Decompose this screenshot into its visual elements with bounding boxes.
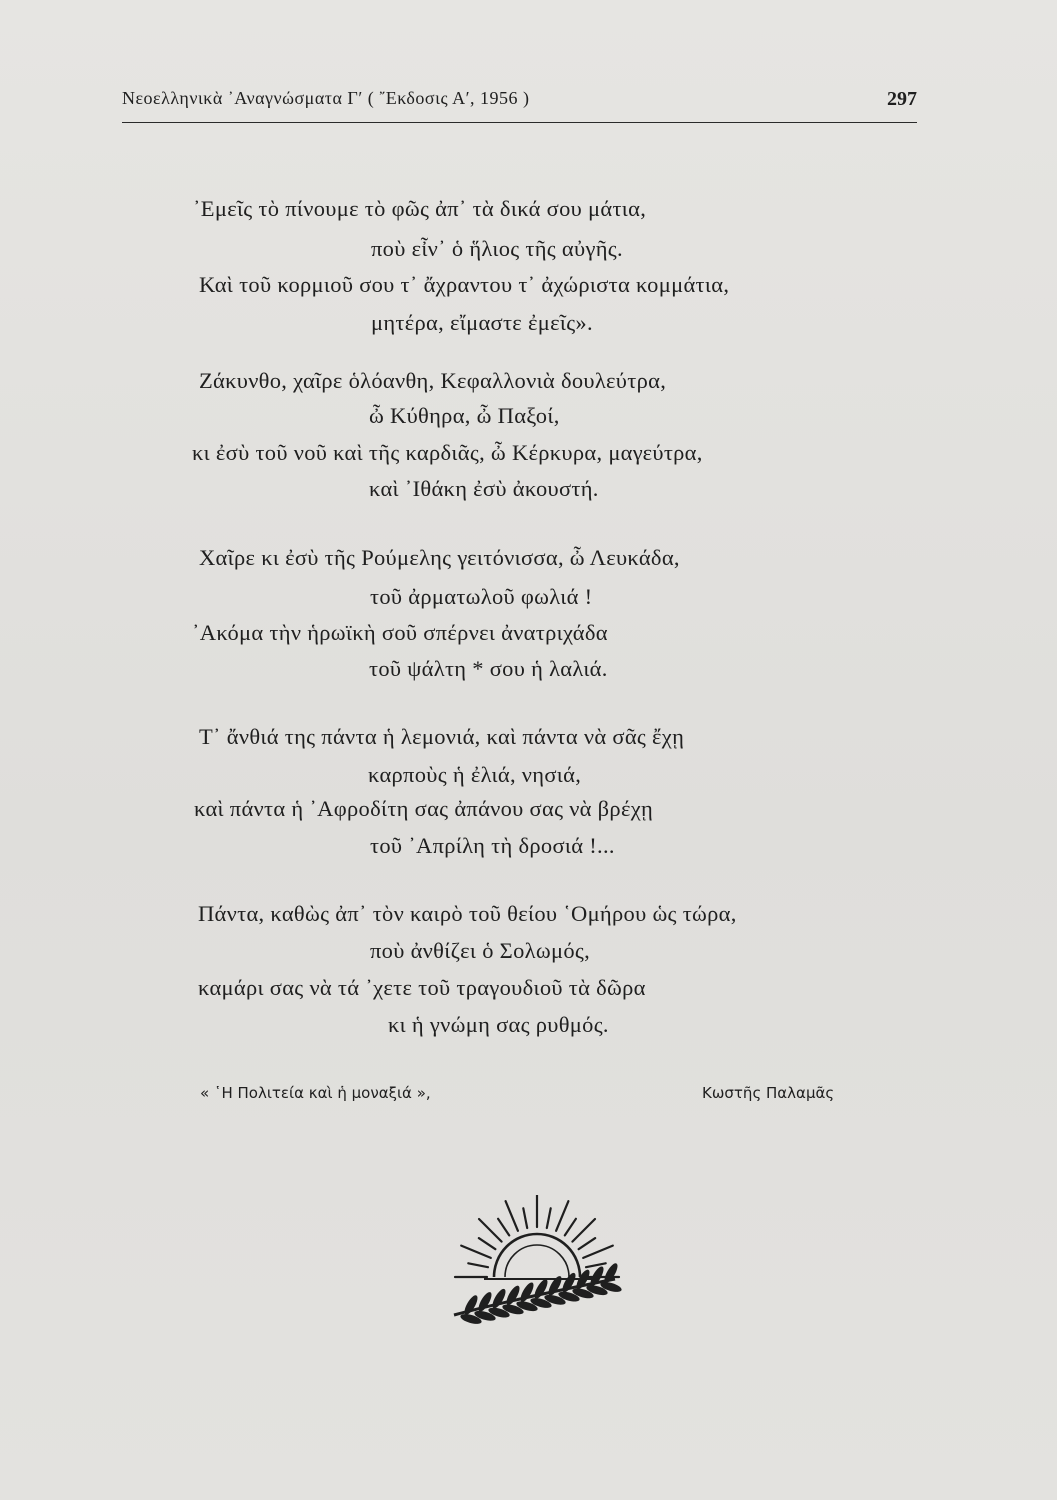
sun-ray (506, 1201, 518, 1231)
poem-line: ᾿Εμεῖς τὸ πίνουμε τὸ φῶς ἀπ᾿ τὰ δικά σου μάτια, (193, 196, 647, 221)
poem-line: τοῦ ᾿Απρίλη τὴ δροσιά !... (370, 833, 615, 858)
poem-line: Καὶ τοῦ κορμιοῦ σου τ᾿ ἄχραντου τ᾿ ἀχώριστα κομμάτια, (199, 272, 730, 297)
poem-line: ποὺ εἶν᾿ ὁ ἥλιος τῆς αὐγῆς. (371, 236, 623, 261)
sun-ray (468, 1263, 488, 1267)
poem-line: Ζάκυνθο, χαῖρε ὁλόανθη, Κεφαλλονιὰ δουλεύτρα, (199, 368, 667, 393)
sun-ray (547, 1208, 551, 1228)
poem-line: ᾿Ακόμα τὴν ἡρωϊκὴ σοῦ σπέρνει ἀνατριχάδα (192, 620, 608, 645)
poem-line: ὦ Κύθηρα, ὦ Παξοί, (369, 403, 560, 428)
page-number: 297 (887, 88, 917, 110)
poem-line: κι ἐσὺ τοῦ νοῦ καὶ τῆς καρδιᾶς, ὦ Κέρκυρα, μαγεύτρα, (192, 440, 703, 465)
ornament-svg (450, 1195, 625, 1375)
poem-line: τοῦ ψάλτη * σου ἡ λαλιά. (369, 656, 608, 681)
attribution-source: « ῾Η Πολιτεία καὶ ἡ μοναξιά », (200, 1084, 431, 1102)
poem-line: τοῦ ἀρματωλοῦ φωλιά ! (370, 584, 593, 609)
poem-line: καὶ πάντα ἡ ᾿Αφροδίτη σας ἀπάνου σας νὰ βρέχῃ (194, 796, 654, 821)
sun-ray (556, 1201, 568, 1231)
sun-ray (565, 1219, 576, 1236)
poem-line: καμάρι σας νὰ τά ᾿χετε τοῦ τραγουδιοῦ τὰ δῶρα (198, 975, 646, 1000)
poem-line: Πάντα, καθὼς ἀπ᾿ τὸν καιρὸ τοῦ θείου ῾Ομήρου ὡς τώρα, (198, 901, 737, 926)
sun-ray (586, 1263, 606, 1267)
sun-ray (579, 1238, 596, 1249)
poem-line: καρποὺς ἡ ἐλιά, νησιά, (368, 762, 582, 787)
poem-line: Τ᾿ ἄνθιά της πάντα ἡ λεμονιά, καὶ πάντα νὰ σᾶς ἔχῃ (199, 724, 685, 749)
attribution-author: Κωστῆς Παλαμᾶς (702, 1084, 835, 1102)
sun-laurel-ornament-icon (450, 1195, 625, 1375)
sun-ray (479, 1219, 502, 1242)
poem-line: ποὺ ἀνθίζει ὁ Σολωμός, (370, 938, 590, 963)
poem-line: Χαῖρε κι ἐσὺ τῆς Ρούμελης γειτόνισσα, ὦ Λευκάδα, (199, 545, 680, 570)
sun-ray (461, 1246, 491, 1258)
sun-ray (479, 1238, 496, 1249)
attribution (200, 1084, 870, 1110)
running-head-title: Νεοελληνικὰ ᾿Αναγνώσματα Γ′ ( ῎Εκδοσις Α′, 1956 ) (122, 88, 530, 108)
sun-ray (523, 1208, 527, 1228)
poem-line: καὶ ᾿Ιθάκη ἐσὺ ἀκουστή. (369, 476, 599, 501)
sun-ray (572, 1219, 595, 1242)
poem-line: κι ἡ γνώμη σας ρυθμός. (388, 1012, 609, 1037)
poem-line: μητέρα, εἴμαστε ἐμεῖς». (371, 310, 593, 335)
sun-ray (583, 1246, 613, 1258)
sun-ray (498, 1219, 509, 1236)
